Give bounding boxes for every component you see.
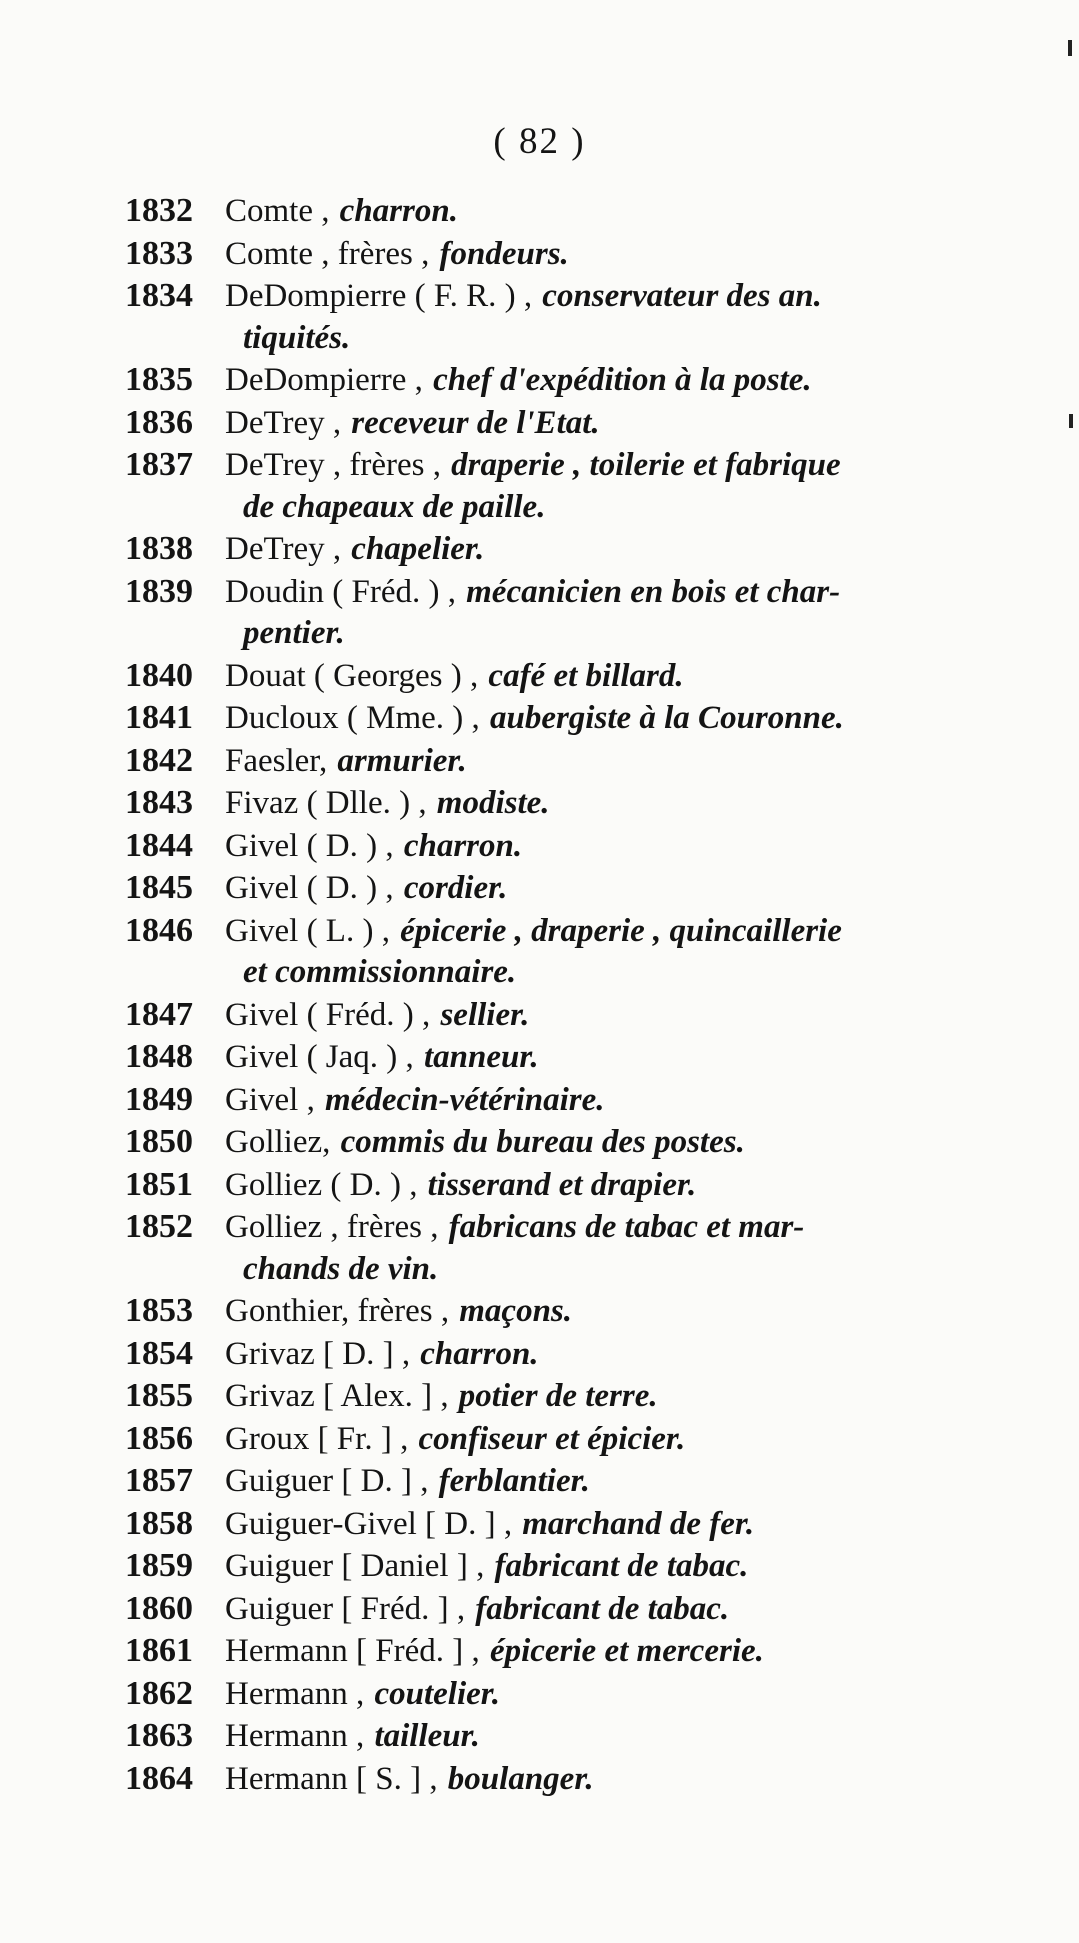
- entry-occupation: fondeurs.: [439, 235, 569, 272]
- entry-number: 1852: [125, 1208, 193, 1245]
- entry-number: 1848: [125, 1038, 193, 1075]
- directory-entry: [125, 655, 1045, 698]
- directory-entry: [125, 1673, 1045, 1716]
- entry-name: Comte ,: [225, 193, 330, 229]
- entry-number: 1850: [125, 1123, 193, 1160]
- directory-entry: [125, 359, 1045, 402]
- entry-occupation: armurier.: [337, 742, 467, 779]
- directory-entry: [125, 1418, 1045, 1461]
- directory-entry: [125, 1588, 1045, 1631]
- entry-name: DeTrey ,: [225, 531, 342, 567]
- entry-occupation: receveur de l'Etat.: [351, 404, 600, 441]
- entry-number: 1845: [125, 869, 193, 906]
- entry-name: Givel ( Jaq. ) ,: [225, 1039, 414, 1075]
- entry-occupation: chapelier.: [351, 531, 485, 567]
- directory-entry: [125, 867, 1045, 910]
- entry-number: 1854: [125, 1334, 193, 1372]
- directory-entry: [125, 994, 1045, 1037]
- entry-name: Ducloux ( Mme. ) ,: [225, 700, 480, 736]
- directory-entry: [125, 571, 1045, 655]
- directory-entry: [125, 1079, 1045, 1122]
- entry-name: Guiguer [ Fréd. ] ,: [225, 1590, 466, 1627]
- entry-occupation: cordier.: [403, 870, 508, 906]
- directory-entry: [125, 1333, 1045, 1376]
- entry-name: Grivaz [ D. ] ,: [225, 1335, 411, 1372]
- entry-number: 1836: [125, 403, 193, 441]
- entry-name: Givel ( D. ) ,: [225, 870, 394, 906]
- directory-entry: [125, 1758, 1045, 1801]
- entry-number: 1839: [125, 572, 193, 610]
- directory-entry: [125, 1715, 1045, 1758]
- directory-entry: [125, 1630, 1045, 1673]
- entry-occupation: épicerie , draperie , quincaillerie: [400, 912, 842, 949]
- entry-number: 1846: [125, 911, 193, 949]
- entry-occupation: marchand de fer.: [522, 1505, 755, 1542]
- entry-number: 1857: [125, 1462, 193, 1499]
- directory-entry: [125, 697, 1045, 740]
- directory-entry: [125, 1460, 1045, 1503]
- entry-occupation-continuation: tiquités.: [243, 319, 351, 356]
- entry-name: Faesler,: [225, 742, 328, 779]
- entry-name: Givel ( Fréd. ) ,: [225, 996, 431, 1033]
- directory-entries: [125, 190, 1045, 1800]
- entry-name: Groux [ Fr. ] ,: [225, 1420, 409, 1457]
- entry-occupation: tanneur.: [423, 1039, 539, 1075]
- entry-occupation: charron.: [403, 827, 523, 864]
- entry-occupation: ferblantier.: [438, 1463, 590, 1499]
- entry-name: DeDompierre ,: [225, 362, 423, 398]
- entry-occupation: fabricant de tabac.: [494, 1548, 749, 1584]
- entry-number: 1841: [125, 699, 193, 736]
- entry-name: Hermann ,: [225, 1718, 365, 1754]
- directory-entry: [125, 1036, 1045, 1079]
- entry-occupation: coutelier.: [374, 1675, 501, 1712]
- entry-name: Hermann ,: [225, 1675, 365, 1712]
- entry-name: Givel ( D. ) ,: [225, 827, 394, 864]
- entry-occupation: chef d'expédition à la poste.: [433, 362, 812, 398]
- entry-occupation: confiseur et épicier.: [418, 1420, 686, 1457]
- entry-number: 1855: [125, 1377, 193, 1414]
- entry-number: 1847: [125, 995, 193, 1033]
- entry-number: 1856: [125, 1419, 193, 1457]
- directory-entry: [125, 402, 1045, 445]
- entry-number: 1844: [125, 826, 193, 864]
- directory-entry: [125, 190, 1045, 233]
- entry-number: 1859: [125, 1547, 193, 1584]
- entry-name: Gonthier, frères ,: [225, 1293, 450, 1329]
- directory-entry: [125, 782, 1045, 825]
- directory-entry: [125, 1164, 1045, 1207]
- entry-occupation-continuation: pentier.: [243, 615, 345, 651]
- entry-name: DeDompierre ( F. R. ) ,: [225, 278, 533, 314]
- entry-name: Guiguer [ D. ] ,: [225, 1463, 429, 1499]
- entry-occupation: charron.: [420, 1335, 539, 1372]
- entry-number: 1842: [125, 741, 193, 779]
- entry-occupation: épicerie et mercerie.: [489, 1633, 764, 1669]
- entry-name: DeTrey , frères ,: [225, 447, 441, 483]
- entry-occupation: draperie , toilerie et fabrique: [451, 447, 841, 483]
- entry-number: 1834: [125, 277, 193, 314]
- directory-entry: [125, 910, 1045, 994]
- entry-number: 1858: [125, 1504, 193, 1542]
- entry-occupation-continuation: chands de vin.: [243, 1250, 439, 1287]
- entry-name: Comte , frères ,: [225, 235, 430, 272]
- entry-occupation: sellier.: [440, 996, 530, 1033]
- directory-entry: [125, 1290, 1045, 1333]
- entry-occupation: tailleur.: [374, 1718, 480, 1754]
- page-number: ( 82 ): [493, 121, 586, 162]
- entry-occupation: médecin-vétérinaire.: [325, 1081, 605, 1118]
- entry-occupation-continuation: et commissionnaire.: [243, 954, 517, 990]
- entry-occupation: fabricans de tabac et mar-: [448, 1209, 805, 1245]
- entry-number: 1832: [125, 192, 193, 229]
- entry-number: 1853: [125, 1292, 193, 1329]
- entry-occupation: fabricant de tabac.: [475, 1590, 730, 1627]
- entry-name: Golliez ( D. ) ,: [225, 1166, 418, 1203]
- entry-name: Hermann [ S. ] ,: [225, 1760, 438, 1797]
- entry-occupation: café et billard.: [488, 657, 684, 694]
- entry-occupation: commis du bureau des postes.: [340, 1124, 745, 1160]
- entry-number: 1835: [125, 361, 193, 398]
- entry-number: 1863: [125, 1717, 193, 1754]
- entry-name: Guiguer [ Daniel ] ,: [225, 1548, 485, 1584]
- entry-number: 1840: [125, 656, 193, 694]
- entry-number: 1864: [125, 1759, 193, 1797]
- entry-occupation: aubergiste à la Couronne.: [489, 700, 844, 736]
- entry-number: 1862: [125, 1674, 193, 1712]
- entry-number: 1851: [125, 1165, 193, 1203]
- entry-name: Golliez , frères ,: [225, 1209, 439, 1245]
- entry-occupation: potier de terre.: [458, 1378, 658, 1414]
- directory-entry: [125, 1121, 1045, 1164]
- entry-number: 1838: [125, 530, 193, 567]
- entry-occupation-continuation: de chapeaux de paille.: [243, 488, 546, 525]
- directory-entry: [125, 528, 1045, 571]
- directory-entry: [125, 444, 1045, 528]
- entry-occupation: maçons.: [459, 1293, 573, 1329]
- directory-entry: [125, 275, 1045, 359]
- entry-number: 1837: [125, 446, 193, 483]
- entry-occupation: tisserand et drapier.: [427, 1166, 697, 1203]
- directory-entry: [125, 1545, 1045, 1588]
- directory-entry: [125, 1375, 1045, 1418]
- entry-number: 1861: [125, 1632, 193, 1669]
- entry-name: Golliez,: [225, 1124, 331, 1160]
- entry-number: 1833: [125, 234, 193, 272]
- entry-occupation: boulanger.: [447, 1760, 594, 1797]
- entry-name: Grivaz [ Alex. ] ,: [225, 1378, 449, 1414]
- scan-edge-mark: [1069, 414, 1073, 428]
- entry-occupation: mécanicien en bois et char-: [466, 573, 841, 610]
- entry-name: Douat ( Georges ) ,: [225, 657, 479, 694]
- entry-name: Fivaz ( Dlle. ) ,: [225, 785, 427, 821]
- entry-name: DeTrey ,: [225, 404, 342, 441]
- entry-number: 1849: [125, 1080, 193, 1118]
- entry-name: Hermann [ Fréd. ] ,: [225, 1633, 480, 1669]
- directory-entry: [125, 740, 1045, 783]
- entry-occupation: conservateur des an.: [542, 278, 822, 314]
- directory-entry: [125, 825, 1045, 868]
- entry-occupation: charron.: [339, 193, 458, 229]
- directory-entry: [125, 1503, 1045, 1546]
- entry-name: Guiguer-Givel [ D. ] ,: [225, 1505, 513, 1542]
- entry-name: Givel ,: [225, 1081, 315, 1118]
- entry-occupation: modiste.: [436, 785, 550, 821]
- entry-name: Givel ( L. ) ,: [225, 912, 390, 949]
- directory-entry: [125, 233, 1045, 276]
- entry-number: 1843: [125, 784, 193, 821]
- directory-entry: [125, 1206, 1045, 1290]
- entry-name: Doudin ( Fréd. ) ,: [225, 573, 456, 610]
- scan-edge-mark: [1068, 40, 1072, 56]
- entry-number: 1860: [125, 1589, 193, 1627]
